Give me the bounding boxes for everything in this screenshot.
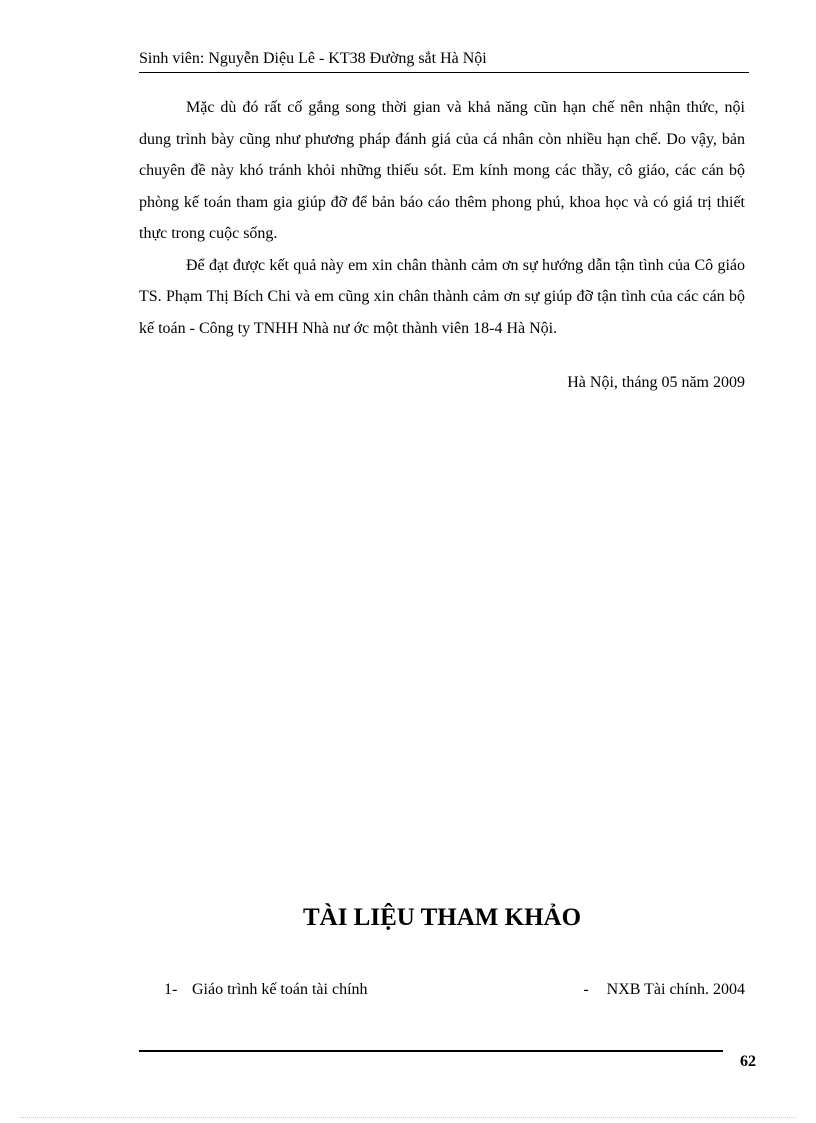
page-number: 62 [740,1053,756,1070]
reference-number: 1- [164,981,178,998]
page-edge-divider [20,1117,796,1118]
paragraph-closing-remarks: Mặc dù đó rất cố gắng song thời gian và khả năng cũn hạn chế nên nhận thức, nội dung trình bày cũng như phương pháp đánh giá của cá nhân còn nhiều hạn chế. Do vậy, bản chuyên đề này khó tránh khỏi những thiếu sót. Em kính mong các thầy, cô giáo, các cán bộ phòng kế toán tham gia giúp đỡ để bản báo cáo thêm phong phú, khoa học và có giá trị thiết thực trong cuộc sống. [139,99,745,242]
paragraph-acknowledgement: Để đạt được kết quả này em xin chân thành cảm ơn sự hướng dẫn tận tình của Cô giáo TS. Phạm Thị Bích Chi và em cũng xin chân thành cảm ơn sự giúp đỡ tận tình của các cán bộ kế toán - Công ty TNHH Nhà nư ớc một thành viên 18-4 Hà Nội. [139,256,745,337]
reference-publisher-group [583,978,745,1002]
references-heading: TÀI LIỆU THAM KHẢO [302,904,582,931]
footer-rule [139,1050,723,1052]
signoff-date: Hà Nội, tháng 05 năm 2009 [567,374,745,391]
reference-item [164,978,745,1002]
reference-publisher: NXB Tài chính. 2004 [606,981,745,998]
reference-dash: - [583,981,589,998]
header-text: Sinh viên: Nguyễn Diệu Lê - KT38 Đường sắt Hà Nội [139,50,487,67]
body-content [139,92,745,395]
reference-title: Giáo trình kế toán tài chính [192,981,368,998]
page-header [139,48,749,73]
